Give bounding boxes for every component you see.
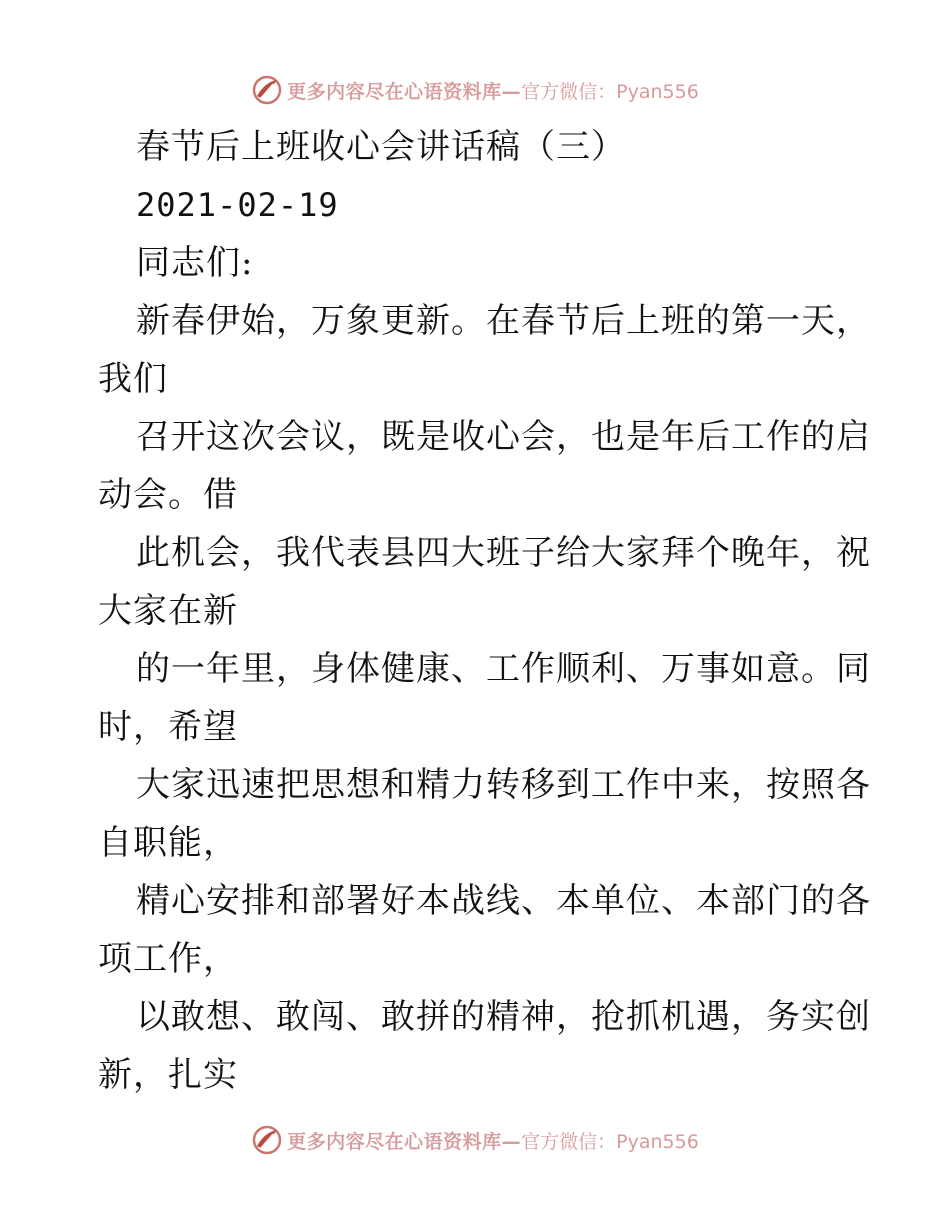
text-line: 动会。借 (98, 475, 238, 515)
footer-watermark (0, 1120, 950, 1160)
salutation: 同志们: (136, 243, 254, 283)
text-line: 精心安排和部署好本战线、本单位、本部门的各 (136, 881, 871, 921)
header-watermark (0, 70, 950, 110)
document-title: 春节后上班收心会讲话稿（三） (136, 127, 626, 167)
watermark-text: 更多内容尽在心语资料库— (287, 80, 522, 103)
quill-logo-icon (251, 74, 283, 106)
text-line: 以敢想、敢闯、敢拼的精神，抢抓机遇，务实创 (136, 997, 871, 1037)
document-date: 2021-02-19 (136, 186, 339, 224)
text-line: 此机会，我代表县四大班子给大家拜个晚年，祝 (136, 533, 871, 573)
document-body (98, 118, 871, 1104)
text-line: 时，希望 (98, 707, 238, 747)
quill-logo-icon (251, 1124, 283, 1156)
watermark-wechat: 官方微信：Pyan556 (521, 80, 699, 103)
text-line: 新春伊始，万象更新。在春节后上班的第一天， (136, 301, 871, 341)
text-line: 大家在新 (98, 591, 238, 631)
watermark-wechat: 官方微信：Pyan556 (521, 1130, 699, 1153)
text-line: 我们 (98, 359, 168, 399)
text-line: 新，扎实 (98, 1055, 238, 1095)
text-line: 项工作， (98, 939, 238, 979)
paragraph-lines (98, 292, 871, 1104)
text-line: 的一年里，身体健康、工作顺利、万事如意。同 (136, 649, 871, 689)
text-line: 召开这次会议，既是收心会，也是年后工作的启 (136, 417, 871, 457)
text-line: 大家迅速把思想和精力转移到工作中来，按照各 (136, 765, 871, 805)
watermark-text: 更多内容尽在心语资料库— (287, 1130, 522, 1153)
text-line: 自职能， (98, 823, 238, 863)
